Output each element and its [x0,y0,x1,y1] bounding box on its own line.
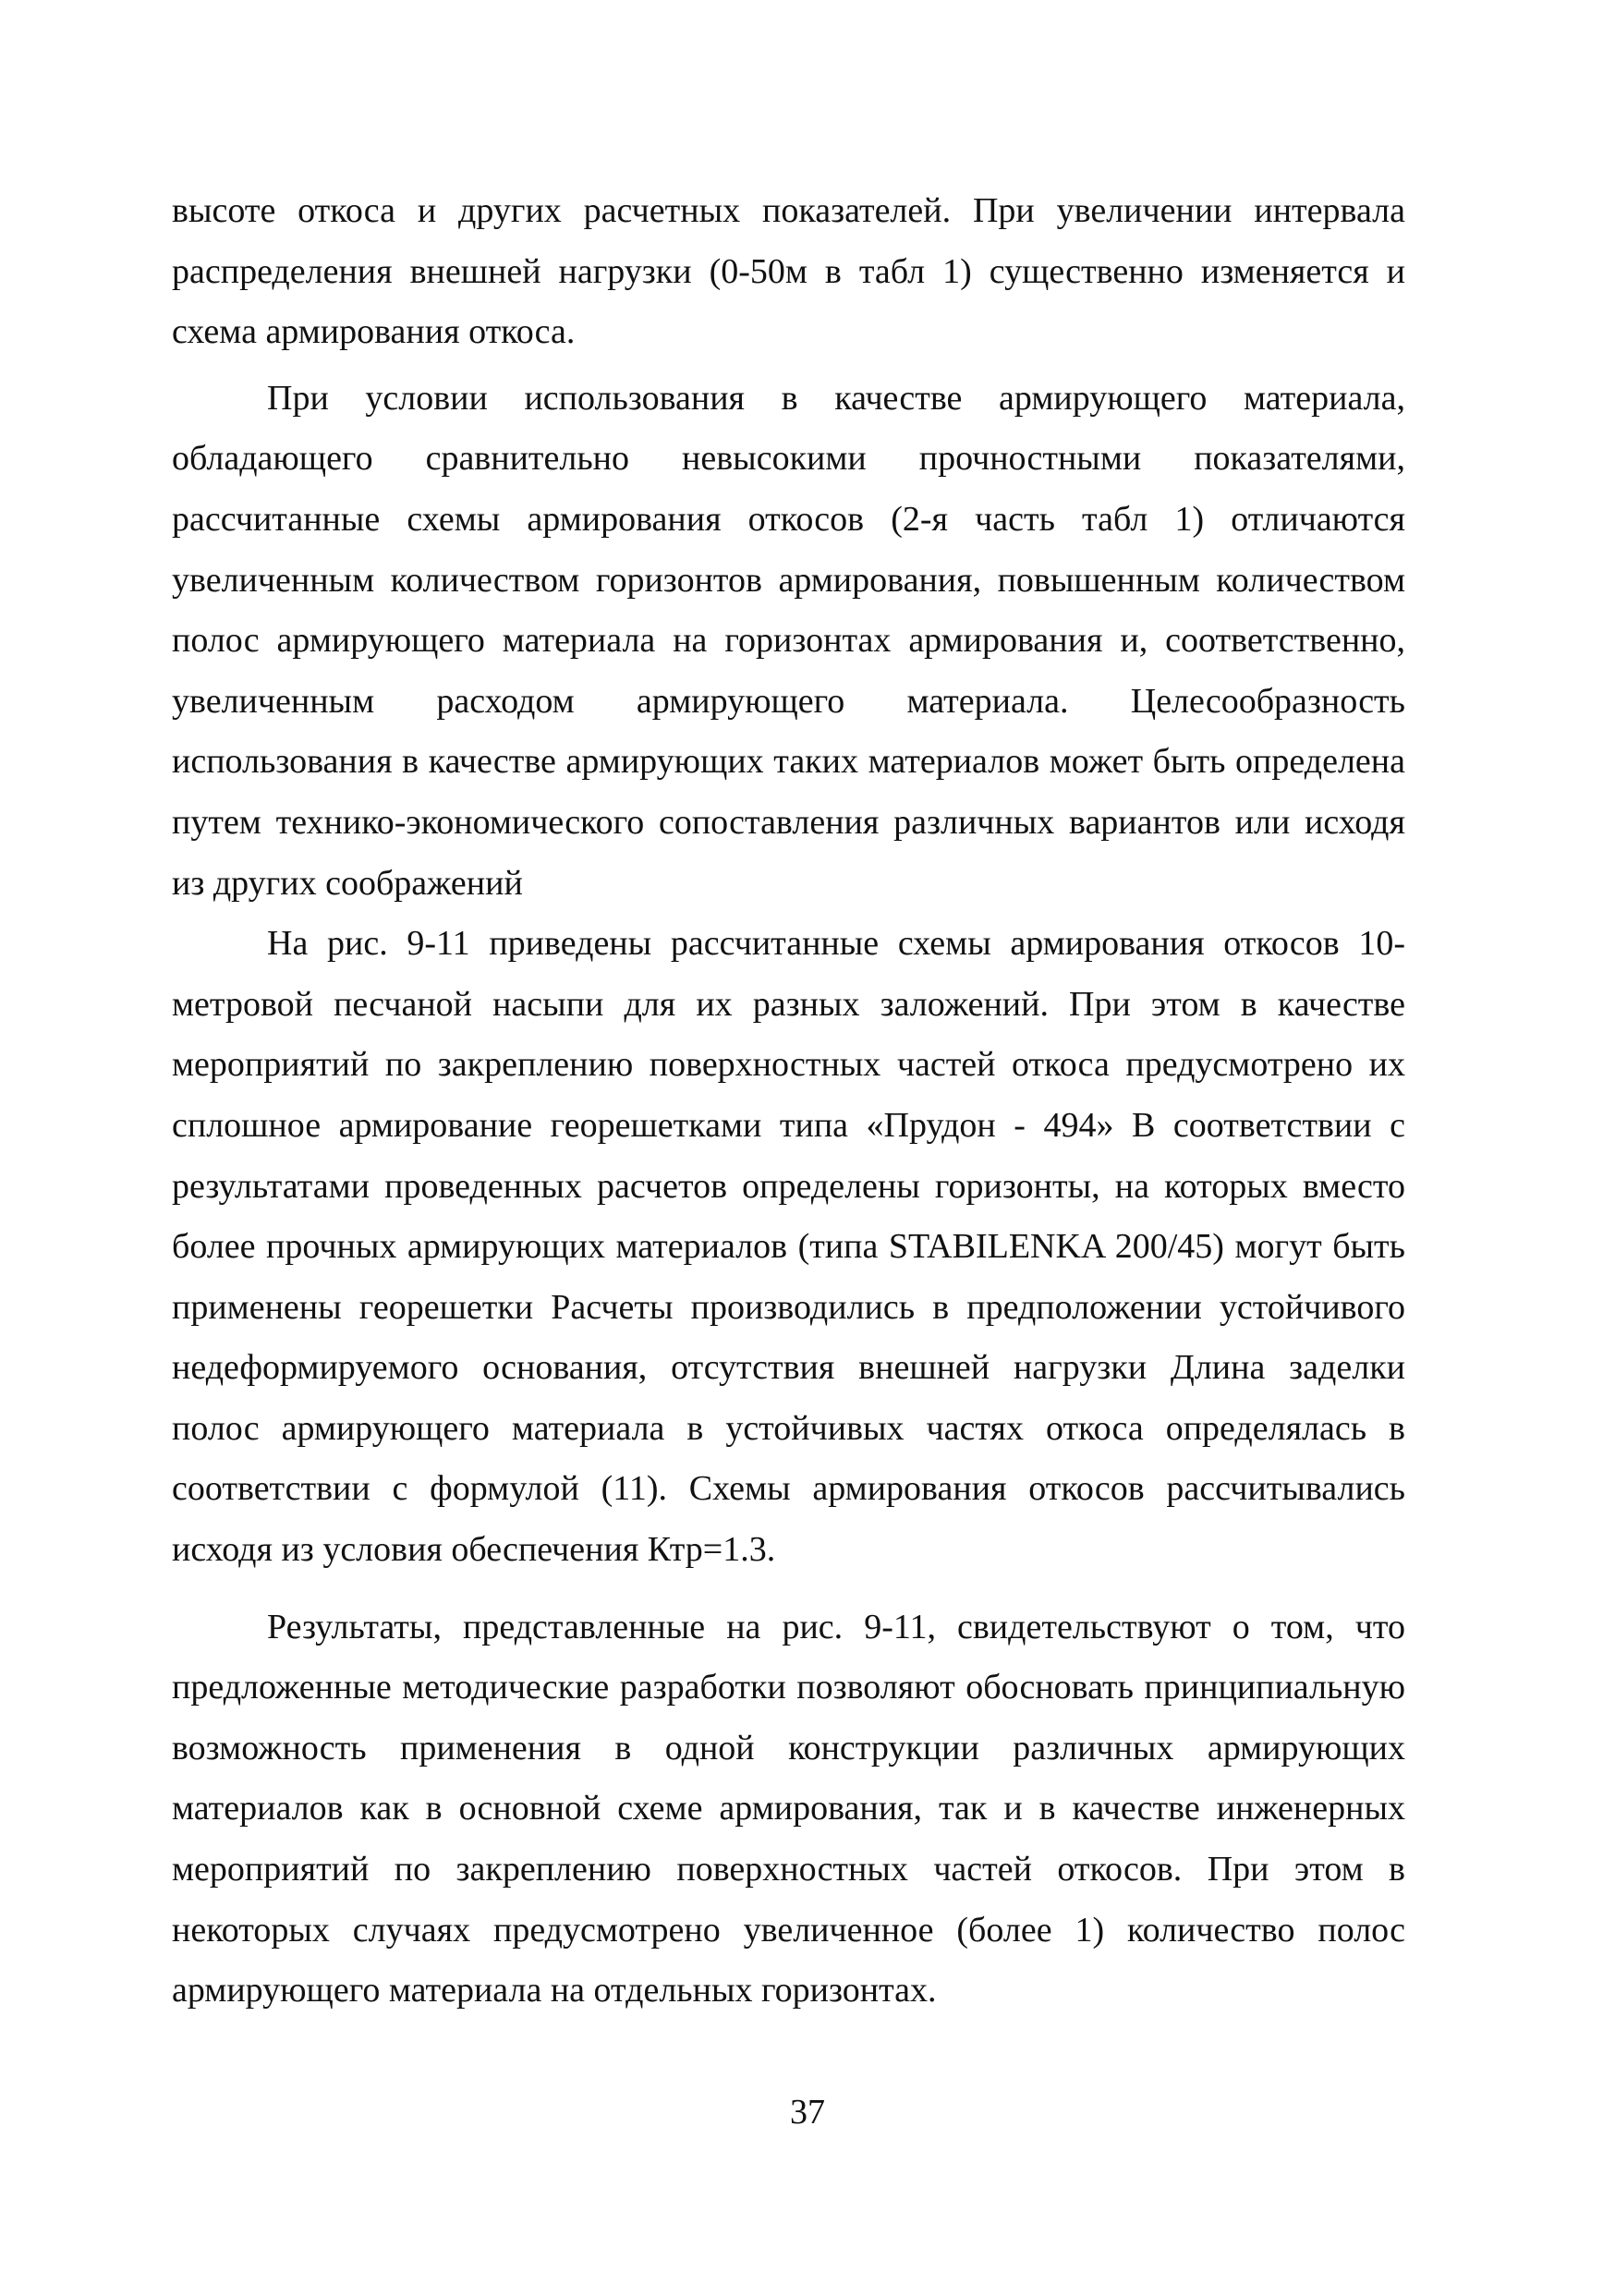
page-number: 37 [790,2093,825,2132]
paragraph-4: Результаты, представленные на рис. 9-11, свидетельствуют о том, что предложенные методические разработки позволяют обосновать принципиальную возможность применения в одной конструкции различных армирующих материалов как в основной схеме армирования, так и в качестве инженерных мероприятий по закреплению поверхностных частей откосов. При этом в некоторых случаях предусмотрено увеличенное (более 1) количество полос армирующего материала на отдельных горизонтах. [172,1607,1405,2011]
paragraph-1: высоте откоса и других расчетных показателей. При увеличении интервала распределения внешней нагрузки (0-50м в табл 1) существенно изменяется и схема армирования откоса. [172,191,1405,352]
paragraph-3: На рис. 9-11 приведены рассчитанные схемы армирования откосов 10-метровой песчаной насыпи для их разных заложений. При этом в качестве мероприятий по закреплению поверхностных частей откоса предусмотрено их сплошное армирование георешетками типа «Прудон - 494» В соответствии с результатами проведенных расчетов определены горизонты, на которых вместо более прочных армирующих материалов (типа STABILENKA 200/45) могут быть применены георешетки Расчеты производились в предположении устойчивого недеформируемого основания, отсутствия внешней нагрузки Длина заделки полос армирующего материала в устойчивых частях откоса определялась в соответствии с формулой (11). Схемы армирования откосов рассчитывались исходя из условия обеспечения Ктр=1.3. [172,924,1405,1570]
body-text [172,181,1405,2022]
paragraph-2: При условии использования в качестве армирующего материала, обладающего сравнительно невысокими прочностными показателями, рассчитанные схемы армирования откосов (2-я часть табл 1) отличаются увеличенным количеством горизонтов армирования, повышенным количеством полос армирующего материала на горизонтах армирования и, соответственно, увеличенным расходом армирующего материала. Целесообразность использования в качестве армирующих таких материалов может быть определена путем технико-экономического сопоставления различных вариантов или исходя из других соображений [172,378,1405,903]
